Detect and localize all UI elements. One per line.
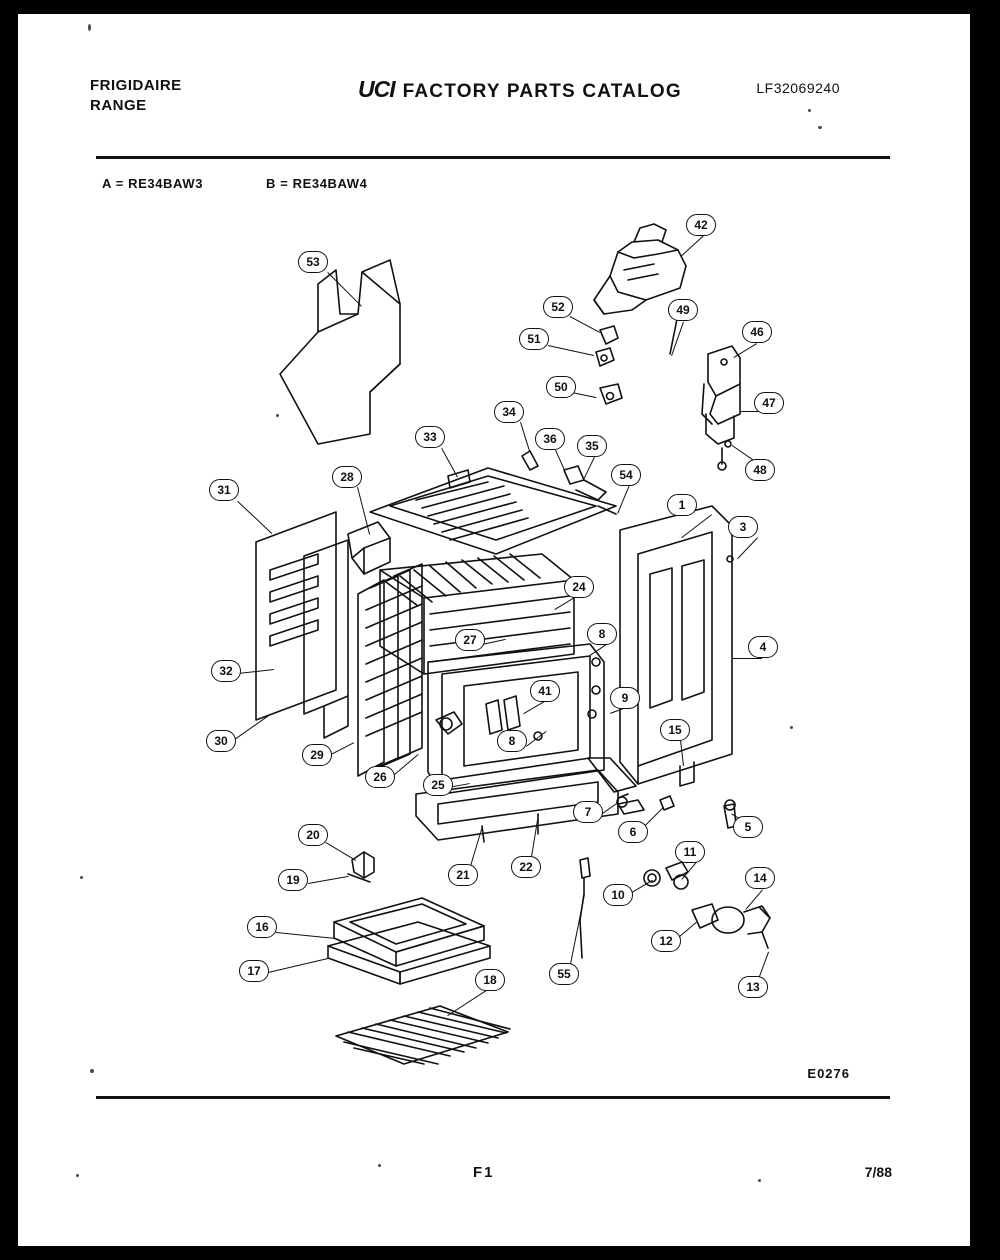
leader-line — [681, 514, 712, 538]
callout-51[interactable]: 51 — [519, 328, 549, 350]
callout-22[interactable]: 22 — [511, 856, 541, 878]
catalog-number: LF32069240 — [756, 80, 840, 96]
callout-24[interactable]: 24 — [564, 576, 594, 598]
leader-line — [233, 714, 271, 741]
leader-line — [470, 826, 483, 866]
catalog-title — [358, 76, 682, 103]
leader-line — [671, 322, 684, 356]
callout-20[interactable]: 20 — [298, 824, 328, 846]
scan-speck — [378, 1164, 381, 1167]
brand-category: RANGE — [90, 97, 147, 114]
model-b-key: B = — [266, 176, 289, 191]
leader-line — [572, 392, 596, 398]
callout-47[interactable]: 47 — [754, 392, 784, 414]
scan-speck — [276, 414, 279, 417]
leader-line — [680, 740, 684, 766]
callout-28[interactable]: 28 — [332, 466, 362, 488]
callout-25[interactable]: 25 — [423, 774, 453, 796]
leader-line — [630, 880, 653, 894]
catalog-page — [18, 14, 970, 1246]
scan-speck — [80, 876, 83, 879]
model-a-value: RE34BAW3 — [128, 176, 204, 191]
callout-8[interactable]: 8 — [497, 730, 527, 752]
callout-50[interactable]: 50 — [546, 376, 576, 398]
callout-31[interactable]: 31 — [209, 479, 239, 501]
scan-speck — [76, 1174, 79, 1177]
leader-line — [327, 272, 362, 307]
leader-line — [308, 876, 348, 884]
callout-3[interactable]: 3 — [728, 516, 758, 538]
uci-logo: UCI — [358, 76, 395, 102]
callout-1[interactable]: 1 — [667, 494, 697, 516]
callout-10[interactable]: 10 — [603, 884, 633, 906]
callout-8[interactable]: 8 — [587, 623, 617, 645]
leader-line — [520, 422, 530, 451]
leader-line — [357, 487, 370, 534]
page-date: 7/88 — [864, 1164, 892, 1180]
diagram-code: E0276 — [807, 1066, 850, 1081]
callout-34[interactable]: 34 — [494, 401, 524, 423]
callout-52[interactable]: 52 — [543, 296, 573, 318]
model-a — [102, 176, 203, 191]
leader-line — [237, 501, 272, 534]
callout-18[interactable]: 18 — [475, 969, 505, 991]
leader-line — [392, 754, 419, 777]
brand-block — [90, 76, 182, 116]
callout-13[interactable]: 13 — [738, 976, 768, 998]
callout-12[interactable]: 12 — [651, 930, 681, 952]
callout-36[interactable]: 36 — [535, 428, 565, 450]
leader-line — [583, 456, 595, 480]
callout-27[interactable]: 27 — [455, 629, 485, 651]
callout-16[interactable]: 16 — [247, 916, 277, 938]
leader-line — [526, 731, 547, 747]
scan-speck — [90, 1069, 94, 1073]
leader-line — [325, 842, 356, 861]
callout-5[interactable]: 5 — [733, 816, 763, 838]
scan-speck — [88, 24, 91, 31]
callout-26[interactable]: 26 — [365, 766, 395, 788]
scan-speck — [758, 1179, 761, 1182]
callout-15[interactable]: 15 — [660, 719, 690, 741]
leader-line — [441, 448, 458, 478]
callout-9[interactable]: 9 — [610, 687, 640, 709]
callout-14[interactable]: 14 — [745, 867, 775, 889]
callout-21[interactable]: 21 — [448, 864, 478, 886]
callout-46[interactable]: 46 — [742, 321, 772, 343]
model-a-key: A = — [102, 176, 124, 191]
callout-7[interactable]: 7 — [573, 801, 603, 823]
callout-6[interactable]: 6 — [618, 821, 648, 843]
model-b — [266, 176, 368, 191]
callout-54[interactable]: 54 — [611, 464, 641, 486]
leader-line — [733, 343, 757, 358]
leader-line — [569, 316, 600, 333]
callout-53[interactable]: 53 — [298, 251, 328, 273]
callout-17[interactable]: 17 — [239, 960, 269, 982]
callout-41[interactable]: 41 — [530, 680, 560, 702]
leader-line — [268, 958, 328, 973]
leader-line — [570, 894, 585, 964]
callout-30[interactable]: 30 — [206, 730, 236, 752]
model-b-value: RE34BAW4 — [292, 176, 368, 191]
leader-line — [531, 814, 539, 857]
leader-line — [447, 989, 488, 1016]
callout-4[interactable]: 4 — [748, 636, 778, 658]
callout-11[interactable]: 11 — [675, 841, 705, 863]
leader-line — [276, 932, 336, 939]
callout-49[interactable]: 49 — [668, 299, 698, 321]
divider-bottom — [96, 1096, 890, 1099]
divider-top — [96, 156, 890, 159]
page-number: F1 — [473, 1164, 495, 1181]
leader-line — [680, 235, 704, 257]
leader-line — [617, 484, 630, 514]
exploded-diagram — [18, 14, 970, 1246]
callout-33[interactable]: 33 — [415, 426, 445, 448]
callout-19[interactable]: 19 — [278, 869, 308, 891]
callout-48[interactable]: 48 — [745, 459, 775, 481]
leader-line — [238, 669, 274, 674]
leader-line — [737, 537, 758, 559]
leader-line — [745, 889, 763, 910]
leader-line — [555, 450, 565, 471]
callout-29[interactable]: 29 — [302, 744, 332, 766]
callout-42[interactable]: 42 — [686, 214, 716, 236]
catalog-title-text: FACTORY PARTS CATALOG — [402, 81, 682, 102]
leader-line — [482, 639, 505, 645]
scan-speck — [790, 726, 793, 729]
scan-speck — [818, 126, 822, 129]
callout-35[interactable]: 35 — [577, 435, 607, 457]
brand-name: FRIGIDAIRE — [90, 77, 182, 94]
callout-55[interactable]: 55 — [549, 963, 579, 985]
leader-line — [548, 345, 594, 356]
callout-32[interactable]: 32 — [211, 660, 241, 682]
scan-speck — [808, 109, 811, 112]
